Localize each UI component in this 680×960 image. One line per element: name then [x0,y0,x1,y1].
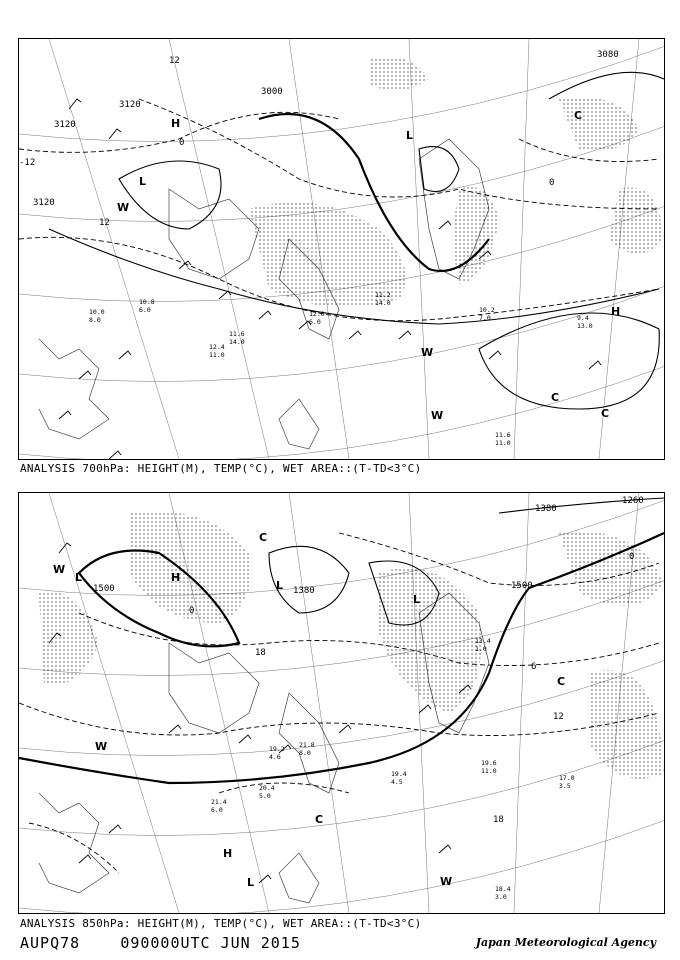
cold-center: C [551,391,560,404]
isotherm-label: -12 [19,158,36,168]
station-dew: 13.0 [577,322,593,330]
station-dew: 3.5 [559,782,571,790]
cold-center: C [315,813,324,826]
panel-caption-850hpa: ANALYSIS 850hPa: HEIGHT(M), TEMP(°C), WET AREA::(T-TD<3°C) [20,917,422,930]
station-temp: 12.0 [309,310,325,318]
warm-center: W [95,740,108,753]
low-center: L [139,175,147,188]
station-temp: 10.8 [139,298,155,306]
cold-center: C [259,531,268,544]
station-temp: 11.6 [229,330,245,338]
high-center: H [171,117,181,130]
station-temp: 21.4 [211,798,227,806]
station-temp: 21.8 [299,741,315,749]
valid-time: 090000UTC JUN 2015 [120,934,301,952]
height-label: 3080 [597,50,619,60]
station-dew: 6.0 [211,806,223,814]
station-temp: 17.0 [559,774,575,782]
high-center: H [611,305,621,318]
station-dew: 8.0 [299,749,311,757]
station-temp: 19.6 [481,759,497,767]
map-panel-700hpa [18,38,665,460]
station-temp: 18.4 [495,885,511,893]
height-label: 1500 [511,581,533,591]
cold-center: C [557,675,566,688]
isotherm-label: 12 [99,218,110,228]
height-label: 1260 [622,496,644,506]
station-temp: 10.0 [89,308,105,316]
station-dew: 3.0 [495,893,507,901]
warm-center: W [431,409,444,422]
station-dew: 6.0 [309,318,321,326]
coastline [39,139,489,449]
cold-center: C [601,407,610,420]
isotherm-label: 18 [493,815,504,825]
station-dew: 14.0 [375,299,391,307]
station-dew: 14.0 [229,338,245,346]
station-temp: 11.2 [375,291,391,299]
isotherm-label: 0 [629,552,635,562]
panel-caption-700hpa: ANALYSIS 700hPa: HEIGHT(M), TEMP(°C), WET AREA::(T-TD<3°C) [20,462,422,475]
isotherm-label: 0 [189,606,195,616]
map-700hpa [19,39,664,459]
chart-identifier [20,934,301,952]
station-temp: 13.4 [475,637,491,645]
isotherms [19,533,659,873]
wet-area [249,57,664,308]
station-dew: 11.0 [495,439,511,447]
height-label: 1380 [293,586,315,596]
station-temp: 19.2 [269,745,285,753]
station-temp: 20.4 [259,784,275,792]
station-dew: 7.0 [479,314,491,322]
map-panel-850hpa [18,492,665,914]
station-dew: 8.0 [89,316,101,324]
low-center: L [276,579,284,592]
cold-center: C [574,109,583,122]
isotherm-label: 12 [169,56,180,66]
low-center: L [75,571,83,584]
height-label: 1500 [93,584,115,594]
isotherm-label: 0 [179,138,185,148]
station-dew: 4.6 [269,753,281,761]
station-dew: 11.0 [209,351,225,359]
low-center: L [406,129,414,142]
high-center: H [171,571,181,584]
agency-credit: Japan Meteorological Agency [475,936,656,949]
map-850hpa [19,493,664,913]
warm-center: W [440,875,453,888]
isotherm-label: 0 [549,178,555,188]
height-labels [33,50,619,208]
height-label: 3000 [261,87,283,97]
station-dew: 11.0 [481,767,497,775]
warm-center: W [117,201,130,214]
warm-center: W [421,346,434,359]
isotherm-label: 6 [531,662,537,672]
station-temp: 19.4 [391,770,407,778]
station-temp: 11.6 [495,431,511,439]
station-temp: 12.4 [209,343,225,351]
height-label: 3120 [119,100,141,110]
station-temp: 9.4 [577,314,589,322]
station-dew: 1.0 [475,645,487,653]
station-dew: 5.0 [259,792,271,800]
low-center: L [413,593,421,606]
low-center: L [247,876,255,889]
station-dew: 4.5 [391,778,403,786]
warm-center: W [53,563,66,576]
isotherm-label: 12 [553,712,564,722]
station-dew: 6.0 [139,306,151,314]
station-temp: 10.2 [479,306,495,314]
high-center: H [223,847,233,860]
height-label: 1380 [535,504,557,514]
bulletin-code: AUPQ78 [20,934,81,952]
isotherm-label: 18 [255,648,266,658]
height-label: 3120 [33,198,55,208]
station-plots [211,637,575,901]
height-label: 3120 [54,120,76,130]
